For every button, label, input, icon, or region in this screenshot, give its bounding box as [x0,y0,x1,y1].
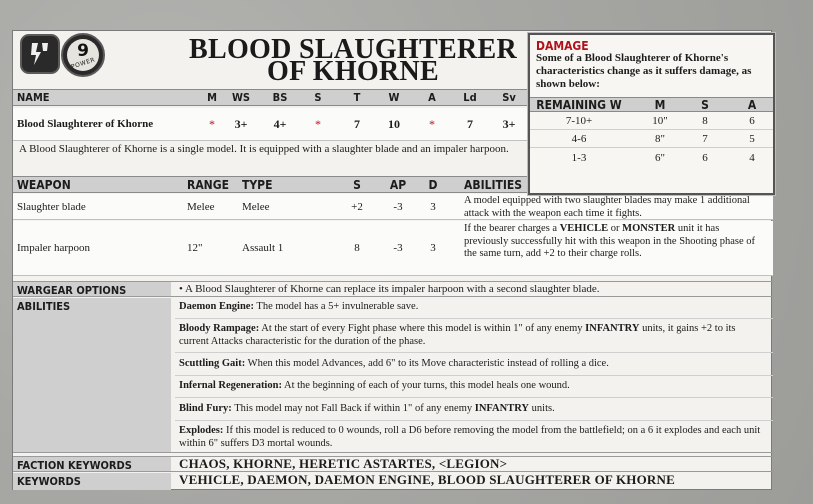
stat-t: 7 [354,116,360,131]
faction-keywords-section [13,456,773,472]
ability-text: If this model is reduced to 0 wounds, roll a D6 before removing the model from the battlefield; on a 6 it explodes and each unit within 6" suffers D3 mortal wounds. [179,425,761,449]
keyword-monster: MONSTER [622,223,676,234]
stat-header-ws: WS [231,91,251,104]
damage-title: DAMAGE [536,39,589,53]
stat-header-t: T [353,91,361,104]
power-value: 9 [77,41,89,61]
ability-explodes [179,425,765,450]
power-rating-icon [61,33,105,77]
unit-title [183,34,523,87]
damage-s: 8 [702,115,708,127]
khorne-faction-icon [20,34,60,74]
ability-blind-fury [179,403,765,416]
weapon-range: 12" [187,242,203,254]
damage-header-m: M [654,97,666,112]
weapon-header-s: S [353,177,361,192]
weapon-row [13,194,773,220]
ability-text: At the beginning of each of your turns, this model heals one wound. [281,380,570,391]
divider [175,318,773,319]
damage-row [530,131,773,148]
weapon-abilities-text: unit it has previously successfully hit with this weapon in the Shooting phase of the same turn, add +2 to their charge rolls. [464,223,756,259]
stat-row [13,108,529,141]
damage-description: Some of a Blood Slaughterer of Khorne's characteristics change as it suffers damage, as shown below: [536,52,752,90]
ability-name: Infernal Regeneration: [179,380,282,391]
stat-ws: 3+ [234,116,248,131]
weapon-abilities-text: or [608,223,623,234]
stat-w: 10 [388,116,400,131]
stat-a: * [429,116,435,131]
ability-name: Blind Fury: [179,403,232,414]
ability-name: Daemon Engine: [179,301,254,312]
stat-header-name: NAME [17,91,50,104]
weapon-header-type: TYPE [242,177,273,192]
ability-text: At the start of every Fight phase where this model is within 1" of any enemy [259,323,586,334]
stat-header-a: A [428,91,436,104]
damage-w: 4-6 [571,133,587,145]
weapon-s: +2 [351,200,363,213]
weapon-s: 8 [354,242,360,254]
keywords-label: KEYWORDS [13,473,171,490]
weapon-type: Melee [242,200,270,213]
weapon-abilities-text: If the bearer charges a [464,223,560,234]
ability-name: Explodes: [179,425,224,436]
damage-a: 6 [749,115,755,127]
keyword-vehicle: VEHICLE [559,223,609,234]
ability-infernal-regeneration [179,380,765,393]
wargear-section [13,281,773,297]
ability-name: Bloody Rampage: [179,323,260,334]
stat-ld: 7 [467,116,473,131]
damage-header-w: REMAINING W [536,97,622,112]
damage-s: 7 [702,133,708,145]
weapon-type: Assault 1 [242,242,284,254]
divider [175,352,773,353]
stat-name: Blood Slaughterer of Khorne [17,117,154,130]
weapon-range: Melee [187,200,215,213]
weapon-ap: -3 [393,200,403,213]
stat-header-w: W [388,91,400,104]
damage-row [530,113,773,130]
ability-text: units, it gains +2 to its current Attacks characteristic for the duration of the phase. [179,323,736,347]
datasheet-card [12,30,772,490]
weapon-row [13,221,773,276]
ability-bloody-rampage [179,323,765,348]
weapon-header-name: WEAPON [17,177,71,192]
weapon-d: 3 [430,242,436,254]
datasheet-header [13,31,529,85]
stat-header-bs: BS [272,91,288,104]
divider [175,420,773,421]
weapon-abilities: A model equipped with two slaughter blades may make 1 additional attack with the weapon each time it fights. [464,195,750,219]
damage-m: 10" [652,115,668,127]
power-label: POWER [69,56,96,71]
weapon-name: Slaughter blade [17,200,86,213]
damage-a: 4 [749,151,755,164]
weapon-header-d: D [428,177,438,192]
wargear-text: • A Blood Slaughterer of Khorne can replace its impaler harpoon with a second slaughter blade. [179,283,600,295]
keywords-text: VEHICLE, DAEMON, DAEMON ENGINE, BLOOD SLAUGHTERER OF KHORNE [179,472,675,487]
damage-row [530,149,773,166]
abilities-label: ABILITIES [13,298,171,452]
ability-scuttling-gait [179,358,765,371]
stat-s: * [315,116,321,131]
weapon-header-ap: AP [389,177,407,192]
stat-header-ld: Ld [463,91,477,104]
keyword-infantry: INFANTRY [474,403,530,414]
damage-a: 5 [749,133,755,145]
stat-sv: 3+ [502,116,516,131]
ability-text: This model may not Fall Back if within 1" of any enemy [231,403,475,414]
damage-table [528,33,775,195]
damage-w: 7-10+ [565,115,593,127]
divider [175,397,773,398]
damage-header-s: S [701,97,709,112]
divider [175,375,773,376]
unit-title-line1: BLOOD SLAUGHTERER [189,34,517,65]
stat-m: * [209,116,215,131]
damage-s: 6 [702,151,708,164]
weapon-d: 3 [430,200,436,213]
damage-header-a: A [747,97,757,112]
damage-w: 1-3 [571,151,587,164]
keyword-infantry: INFANTRY [585,323,640,334]
damage-m: 8" [655,133,665,145]
keywords-section [13,473,773,490]
damage-m: 6" [655,151,665,164]
stat-header-sv: Sv [502,91,516,104]
ability-text: The model has a 5+ invulnerable save. [253,301,419,312]
ability-daemon-engine [179,301,765,314]
faction-keywords-label: FACTION KEYWORDS [13,457,171,471]
unit-description: A Blood Slaughterer of Khorne is a single model. It is equipped with a slaughter blade and an impaler harpoon. [19,143,509,155]
stat-header-m: M [207,91,217,104]
stat-header-bar [13,89,529,106]
ability-text: When this model Advances, add 6" to its Move characteristic instead of rolling a dice. [245,358,609,369]
ability-text: units. [529,403,555,414]
weapon-header-abilities: ABILITIES [464,177,523,192]
weapon-abilities [464,223,764,261]
weapon-name: Impaler harpoon [17,242,90,254]
weapon-header-range: RANGE [187,177,229,192]
wargear-label: WARGEAR OPTIONS [13,282,171,296]
unit-title-line2: OF KHORNE [267,56,439,87]
ability-name: Scuttling Gait: [179,358,246,369]
stat-bs: 4+ [273,116,287,131]
damage-header-bar [530,97,773,112]
stat-header-s: S [314,91,322,104]
weapon-ap: -3 [393,242,403,254]
faction-keywords-text: CHAOS, KHORNE, HERETIC ASTARTES, <LEGION> [179,456,508,471]
